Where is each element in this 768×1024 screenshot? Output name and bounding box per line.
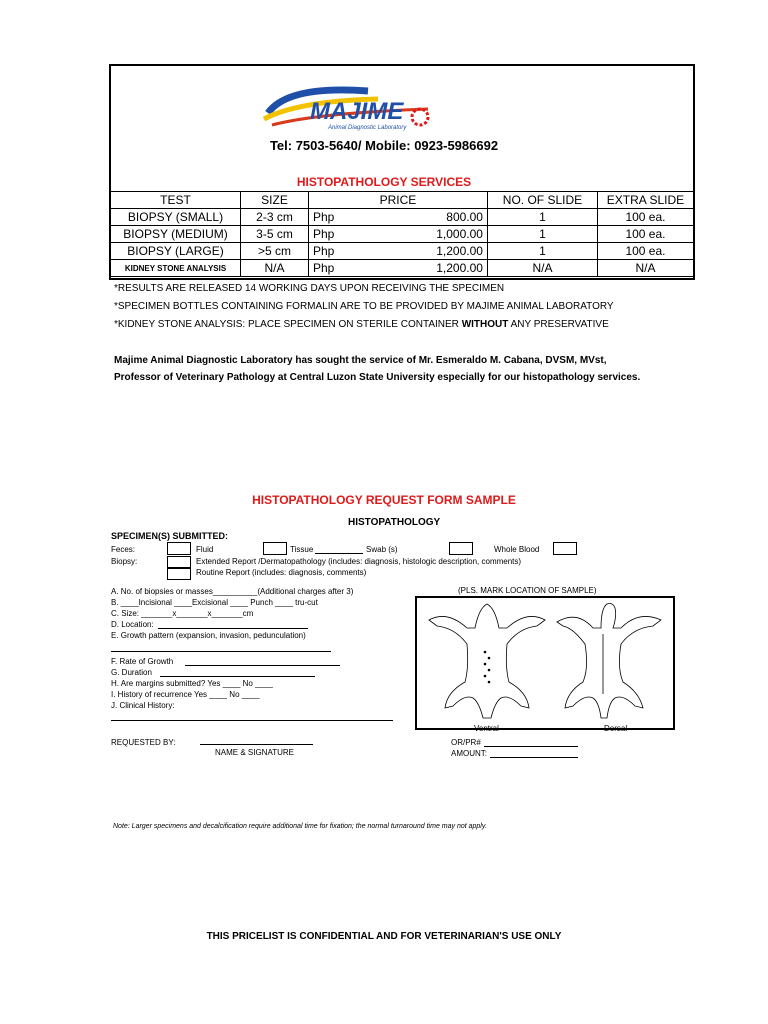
price-table xyxy=(110,191,694,277)
cell-currency: Php xyxy=(309,243,349,260)
note-kidney-start: *KIDNEY STONE ANALYSIS: PLACE SPECIMEN ON STERILE CONTAINER xyxy=(114,319,462,330)
form-title: HISTOPATHOLOGY REQUEST FORM SAMPLE xyxy=(252,493,516,507)
form-subtitle: HISTOPATHOLOGY xyxy=(348,517,441,528)
col-slides: NO. OF SLIDE xyxy=(487,192,597,209)
cell-size: 2-3 cm xyxy=(241,209,309,226)
clinical-history-line[interactable] xyxy=(111,720,393,721)
amount-label: AMOUNT: xyxy=(451,749,487,758)
table-row xyxy=(111,260,694,277)
note-kidney xyxy=(114,319,609,330)
table-row xyxy=(111,243,694,260)
cell-size: N/A xyxy=(241,260,309,277)
or-pr-label: OR/PR# xyxy=(451,738,481,747)
tissue-label: Tissue xyxy=(290,545,314,554)
extended-report-label: Extended Report /Dermatopathology (includes: diagnosis, histologic description, comments) xyxy=(196,557,522,566)
services-title: HISTOPATHOLOGY SERVICES xyxy=(296,175,472,189)
col-extra: EXTRA SLIDE xyxy=(597,192,693,209)
col-price: PRICE xyxy=(309,192,488,209)
field-e: E. Growth pattern (expansion, invasion, pedunculation) xyxy=(111,631,306,640)
cell-slides: 1 xyxy=(487,209,597,226)
cell-price: 1,200.00 xyxy=(349,243,488,260)
cell-size: 3-5 cm xyxy=(241,226,309,243)
note-bottles: *SPECIMEN BOTTLES CONTAINING FORMALIN ARE TO BE PROVIDED BY MAJIME ANIMAL LABORATORY xyxy=(114,301,614,312)
dorsal-label: Dorsal xyxy=(604,724,628,733)
fluid-checkbox[interactable] xyxy=(263,542,287,555)
or-pr-line[interactable] xyxy=(484,746,578,747)
note-kidney-bold: WITHOUT xyxy=(461,319,509,330)
service-paragraph-line2: Professor of Veterinary Pathology at Central Luzon State University especially for our histopathology services. xyxy=(114,372,641,383)
cell-slides: 1 xyxy=(487,243,597,260)
field-j: J. Clinical History: xyxy=(111,701,175,710)
name-signature-label: NAME & SIGNATURE xyxy=(215,748,294,757)
field-d: D. Location: xyxy=(111,620,154,629)
cell-currency: Php xyxy=(309,226,349,243)
growth-pattern-line[interactable] xyxy=(111,651,331,652)
cell-price: 1,200.00 xyxy=(349,260,488,277)
table-row xyxy=(111,209,694,226)
field-a: A. No. of biopsies or masses__________(Additional charges after 3) xyxy=(111,587,354,596)
col-test: TEST xyxy=(111,192,241,209)
feces-label: Feces: xyxy=(111,545,136,554)
note-results: *RESULTS ARE RELEASED 14 WORKING DAYS UPON RECEIVING THE SPECIMEN xyxy=(114,283,505,294)
tissue-line xyxy=(315,553,363,554)
cell-test: KIDNEY STONE ANALYSIS xyxy=(111,260,241,277)
ventral-label: Ventral xyxy=(474,724,499,733)
swab-label: Swab (s) xyxy=(366,545,398,554)
feces-checkbox[interactable] xyxy=(167,542,191,555)
fluid-label: Fluid xyxy=(196,545,214,554)
cell-slides: N/A xyxy=(487,260,597,277)
table-header-row xyxy=(111,192,694,209)
location-line[interactable] xyxy=(158,628,308,629)
cell-size: >5 cm xyxy=(241,243,309,260)
confidential-footer: THIS PRICELIST IS CONFIDENTIAL AND FOR VETERINARIAN'S USE ONLY xyxy=(206,931,562,942)
col-size: SIZE xyxy=(241,192,309,209)
biopsy-label: Biopsy: xyxy=(111,557,138,566)
cell-extra: 100 ea. xyxy=(597,243,693,260)
cell-test: BIOPSY (LARGE) xyxy=(111,243,241,260)
field-c: C. Size: _______x_______x_______cm xyxy=(111,609,254,618)
svg-text:Animal Diagnostic Laboratory: Animal Diagnostic Laboratory xyxy=(328,125,407,131)
cell-test: BIOPSY (SMALL) xyxy=(111,209,241,226)
whole-blood-checkbox[interactable] xyxy=(553,542,577,555)
ventral-dog-outline xyxy=(429,604,545,718)
rate-of-growth-line[interactable] xyxy=(185,665,340,666)
dorsal-dog-outline xyxy=(557,604,661,719)
cell-test: BIOPSY (MEDIUM) xyxy=(111,226,241,243)
amount-line[interactable] xyxy=(490,757,578,758)
cell-extra: 100 ea. xyxy=(597,226,693,243)
duration-line[interactable] xyxy=(160,676,315,677)
requested-by-label: REQUESTED BY: xyxy=(111,738,176,747)
routine-report-checkbox[interactable] xyxy=(167,567,191,580)
cell-slides: 1 xyxy=(487,226,597,243)
location-label: (PLS. MARK LOCATION OF SAMPLE) xyxy=(458,586,597,595)
contact-phone: Tel: 7503-5640/ Mobile: 0923-5986692 xyxy=(269,138,499,153)
dog-silhouette-diagram[interactable] xyxy=(417,598,673,728)
cell-currency: Php xyxy=(309,209,349,226)
specimen-heading: SPECIMEN(S) SUBMITTED: xyxy=(111,531,228,541)
cell-currency: Php xyxy=(309,260,349,277)
field-i: I. History of recurrence Yes ____ No ____ xyxy=(111,690,260,699)
cell-extra: N/A xyxy=(597,260,693,277)
field-h: H. Are margins submitted? Yes ____ No ____ xyxy=(111,679,273,688)
field-f: F. Rate of Growth xyxy=(111,657,174,666)
svg-text:MAJIME: MAJIME xyxy=(310,98,404,125)
majime-logo xyxy=(258,83,438,133)
signature-line[interactable] xyxy=(200,744,313,745)
cell-price: 1,000.00 xyxy=(349,226,488,243)
whole-blood-label: Whole Blood xyxy=(494,545,540,554)
table-row xyxy=(111,226,694,243)
turnaround-note: Note: Larger specimens and decalcification require additional time for fixation; the normal turnaround time may not apply. xyxy=(113,823,487,830)
field-g: G. Duration xyxy=(111,668,152,677)
routine-report-label: Routine Report (includes: diagnosis, comments) xyxy=(196,568,367,577)
service-paragraph-line1: Majime Animal Diagnostic Laboratory has sought the service of Mr. Esmeraldo M. Cabana, DVSM, MVst, xyxy=(114,355,607,366)
cell-price: 800.00 xyxy=(349,209,488,226)
cell-extra: 100 ea. xyxy=(597,209,693,226)
swab-checkbox[interactable] xyxy=(449,542,473,555)
note-kidney-end: ANY PRESERVATIVE xyxy=(508,319,609,330)
field-b: B. ____Incisional ____Excisional ____ Punch ____ tru-cut xyxy=(111,598,318,607)
